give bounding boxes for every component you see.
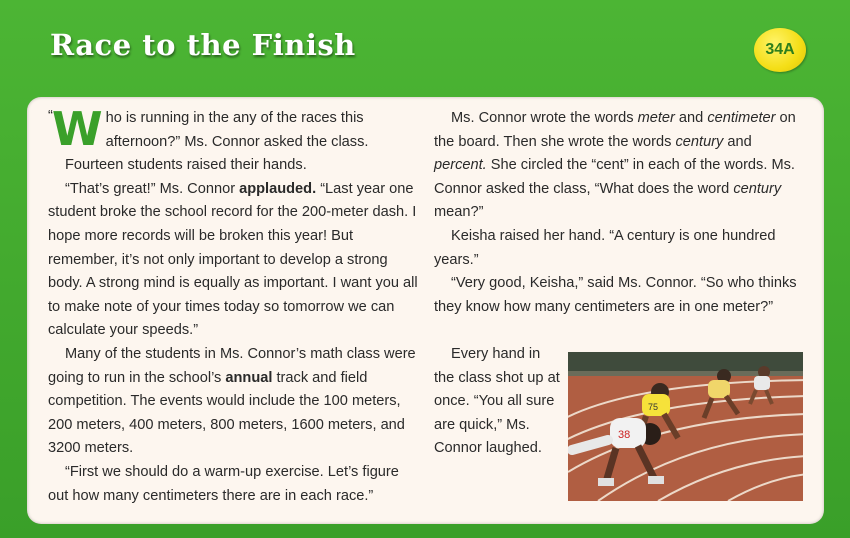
- paragraph-text: on the board. Then she wrote the words: [434, 110, 796, 150]
- runner-bib-back: 75: [648, 402, 659, 412]
- story-column-wrap: [434, 343, 564, 461]
- story-paragraph: [48, 178, 418, 343]
- runners-illustration: [568, 352, 803, 501]
- paragraph-text: mean?”: [434, 204, 484, 221]
- italic-word: century: [675, 133, 724, 150]
- story-column-right: [434, 107, 804, 319]
- story-column-left: [48, 102, 418, 508]
- story-paragraph: Every hand in the class shot up at once. “You all sure are quick,” Ms. Connor laughed.: [434, 346, 560, 457]
- page-title: Race to the Finish: [50, 28, 356, 62]
- runner-bib-front: 38: [618, 429, 631, 441]
- italic-word: percent.: [434, 157, 487, 174]
- story-paragraph: Fourteen students raised their hands.: [65, 157, 307, 174]
- paragraph-text: Many of the students in Ms. Connor’s math class were going to run in the school’s: [48, 345, 416, 386]
- story-paragraph: [434, 107, 804, 225]
- page-badge: 34A: [754, 28, 806, 72]
- story-paragraph: “First we should do a warm-up exercise. Let’s figure out how many centimeters there are in each race.”: [48, 463, 399, 504]
- paragraph-text: “That’s great!” Ms. Connor: [65, 180, 240, 197]
- italic-word: century: [733, 180, 782, 197]
- paragraph-text: She circled the “cent” in each of the words. Ms. Connor asked the class, “What does the word: [434, 157, 795, 197]
- story-paragraph: [48, 102, 418, 156]
- paragraph-text: afternoon?” Ms. Connor asked the class.: [105, 133, 369, 150]
- story-paragraph: [48, 343, 418, 461]
- italic-word: meter: [637, 110, 675, 126]
- paragraph-text: and: [674, 110, 708, 126]
- story-paragraph: “Very good, Keisha,” said Ms. Connor. “So who thinks they know how many centimeters are in one meter?”: [434, 275, 797, 315]
- paragraph-text: Ms. Connor wrote the words: [451, 110, 638, 126]
- paragraph-text: “Last year one student broke the school record for the 200-meter dash. I hope more records will be broken this year! But remember, it’s not only important to develop a strong body. A strong mind is equally as important. I want you all to make note of your times today so tomorrow we can calculate your speeds.”: [48, 180, 418, 339]
- paragraph-text: and: [723, 133, 752, 150]
- vocab-word-applauded: applauded.: [239, 180, 317, 197]
- open-quote: “: [48, 108, 53, 124]
- italic-word: centimeter: [707, 110, 776, 126]
- story-paragraph: Keisha raised her hand. “A century is one hundred years.”: [434, 227, 776, 268]
- paragraph-text: track and field competition. The events would include the 100 meters, 200 meters, 400 meters, 800 meters, 1600 meters, and 3200 meters.: [48, 369, 405, 457]
- vocab-word-annual: annual: [225, 369, 273, 386]
- drop-cap: W: [51, 102, 103, 156]
- paragraph-text: ho is running in the any of the races this: [105, 110, 364, 126]
- track-race-photo: [568, 352, 803, 501]
